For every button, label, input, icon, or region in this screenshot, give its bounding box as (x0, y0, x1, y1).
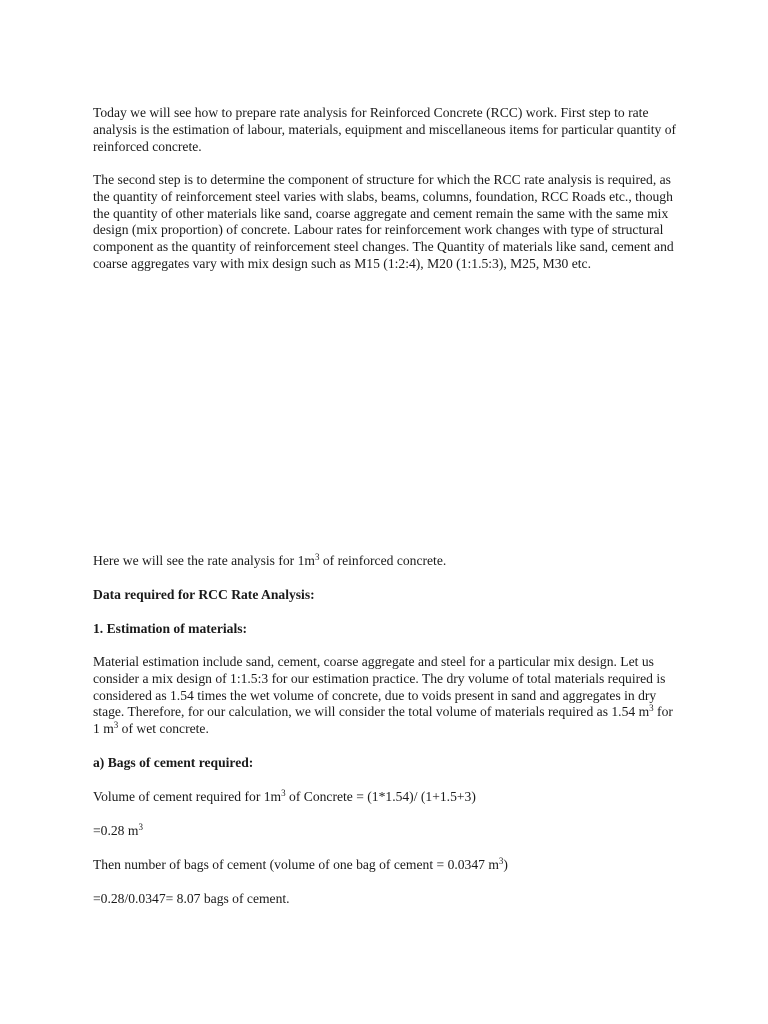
second-step-paragraph: The second step is to determine the component of structure for which the RCC rate analysis is required, as the quantity of reinforcement steel varies with slabs, beams, columns, foundation, RCC Roads etc., though the quantity of other materials like sand, coarse aggregate and cement remain the same with the same mix design (mix proportion) of concrete. Labour rates for reinforcement work changes with type of structural component as the quantity of reinforcement steel changes. The Quantity of materials like sand, cement and coarse aggregates vary with mix design such as M15 (1:2:4), M20 (1:1.5:3), M25, M30 etc. (93, 172, 674, 271)
superscript: 3 (113, 720, 119, 731)
superscript: 3 (138, 822, 143, 832)
text-segment: =0.28 m (93, 823, 139, 838)
text-segment: Then number of bags of cement (volume of one bag of cement = 0.0347 m (93, 857, 499, 872)
cement-bag-count-result: =0.28/0.0347= 8.07 bags of cement. (93, 891, 290, 906)
intro-paragraph: Today we will see how to prepare rate analysis for Reinforced Concrete (RCC) work. First step to rate analysis is the estimation of labour, materials, equipment and miscellaneous items for particular quantity of reinforced concrete. (93, 105, 677, 154)
text-segment: of reinforced concrete. (319, 553, 447, 568)
estimation-heading: 1. Estimation of materials: (93, 621, 248, 636)
text-segment: of Concrete = (1*1.54)/ (1+1.5+3) (285, 789, 476, 804)
material-estimation-paragraph (93, 654, 683, 738)
text-segment: Volume of cement required for 1m (93, 789, 282, 804)
text-segment: for 1 m (93, 704, 673, 737)
cement-volume-result (93, 823, 683, 840)
text-segment: Material estimation include sand, cement, coarse aggregate and steel for a particular mix design. Let us consider a mix design of 1:1.5:3 for our estimation practice. The dry volume of total materials required is considered as 1.54 times the wet volume of concrete, due to voids present in sand and aggregates in dry stage. Therefore, for our calculation, we will consider the total volume of materials required as 1.54 m (93, 654, 666, 720)
text-segment: of wet concrete. (118, 721, 209, 737)
superscript: 3 (314, 552, 320, 562)
text-segment: ) (503, 857, 508, 872)
data-required-heading: Data required for RCC Rate Analysis: (93, 587, 315, 602)
cement-bags-heading: a) Bags of cement required: (93, 755, 254, 770)
superscript: 3 (649, 703, 654, 714)
superscript: 3 (281, 788, 286, 798)
cement-volume-formula (93, 789, 683, 806)
rate-analysis-intro (93, 553, 683, 570)
text-segment: Here we will see the rate analysis for 1m (93, 553, 315, 568)
cement-bag-count-text (93, 857, 683, 874)
superscript: 3 (498, 856, 504, 866)
